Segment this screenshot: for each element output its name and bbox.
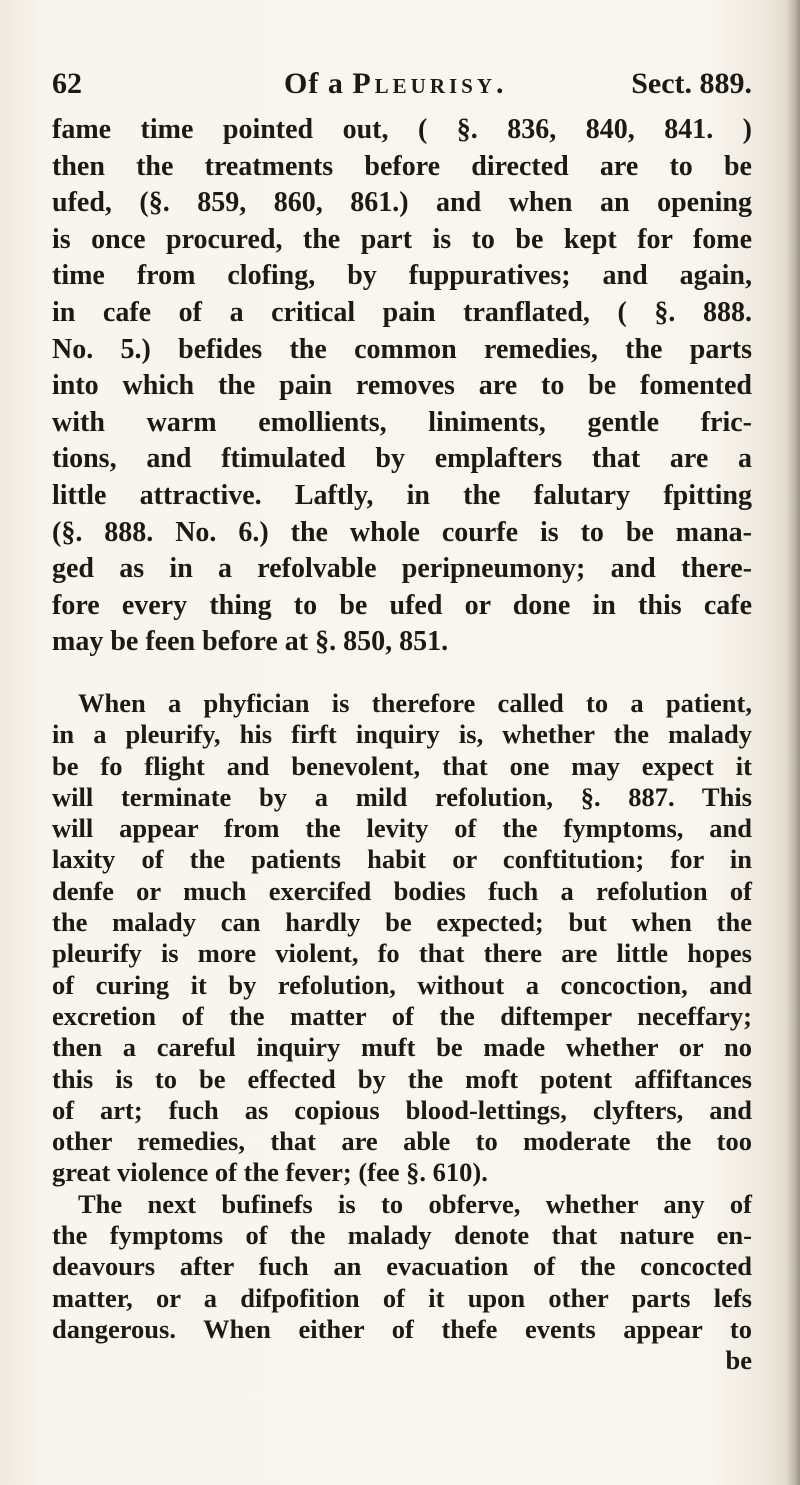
page-number: 62: [52, 67, 82, 100]
catchword: be: [725, 1345, 752, 1376]
text-line: fore every thing to be ufed or done in this cafe: [52, 589, 752, 621]
text-line: will terminate by a mild refolution, §. 887. This: [52, 781, 752, 812]
text-line: No. 5.) befides the common remedies, the parts: [52, 333, 752, 365]
page-edge-shadow: [786, 0, 800, 1485]
page-header: [52, 64, 752, 104]
text-line: matter, or a difpofition of it upon other parts lefs: [52, 1282, 752, 1313]
text-line: is once procured, the part is to be kept for fome: [52, 223, 752, 255]
text-line: excretion of the matter of the diftemper neceffary;: [52, 1000, 752, 1031]
text-line: this is to be effected by the moft potent affiftances: [52, 1063, 752, 1094]
text-line: ged as in a refolvable peripneumony; and there-: [52, 553, 752, 585]
text-line: in cafe of a critical pain tranflated, ( §. 888.: [52, 296, 752, 328]
text-line: (§. 888. No. 6.) the whole courfe is to be mana-: [52, 516, 752, 548]
running-title: [284, 64, 508, 104]
text-line: pleurify is more violent, fo that there are little hopes: [52, 938, 752, 969]
text-line: in a pleurify, his firft inquiry is, whether the malady: [52, 719, 752, 750]
text-line: little attractive. Laftly, in the falutary fpitting: [52, 479, 752, 511]
text-line: then a careful inquiry muft be made whether or no: [52, 1032, 752, 1063]
text-line: time from clofing, by fuppuratives; and again,: [52, 260, 752, 292]
text-line: with warm emollients, liniments, gentle fric-: [52, 406, 752, 438]
text-line: of art; fuch as copious blood-lettings, clyfters, and: [52, 1094, 752, 1125]
text-line: be fo flight and benevolent, that one may expect it: [52, 750, 752, 781]
text-line: dangerous. When either of thefe events appear to: [52, 1313, 752, 1344]
section-reference: Sect. 889.: [631, 67, 752, 100]
text-line: the malady can hardly be expected; but when the: [52, 907, 752, 938]
text-line: into which the pain removes are to be fomented: [52, 370, 752, 402]
text-line: fame time pointed out, ( §. 836, 840, 841. ): [52, 114, 752, 145]
text-line: The next bufinefs is to obferve, whether any of: [78, 1188, 752, 1219]
paragraph-1: [52, 112, 752, 661]
text-line: may be feen before at §. 850, 851.: [52, 626, 449, 658]
text-line: ufed, (§. 859, 860, 861.) and when an opening: [52, 187, 752, 219]
text-line: of curing it by refolution, without a concoction, and: [52, 969, 752, 1000]
text-line: will appear from the levity of the fymptoms, and: [52, 813, 752, 844]
running-title-main: Pleurisy.: [352, 67, 508, 100]
text-line: then the treatments before directed are to be: [52, 150, 752, 182]
text-line: When a phyfician is therefore called to a patient,: [78, 688, 752, 718]
running-title-prefix: Of a: [284, 67, 353, 100]
text-line: tions, and ftimulated by emplafters that are a: [52, 443, 752, 475]
text-line: deavours after fuch an evacuation of the concocted: [52, 1251, 752, 1282]
paragraph-2: [52, 688, 752, 1377]
text-line: other remedies, that are able to moderate the too: [52, 1126, 752, 1157]
text-line: denfe or much exercifed bodies fuch a refolution of: [52, 875, 752, 906]
text-line: laxity of the patients habit or conftitution; for in: [52, 844, 752, 875]
text-line: the fymptoms of the malady denote that nature en-: [52, 1220, 752, 1251]
text-line: great violence of the fever; (fee §. 610).: [52, 1157, 488, 1188]
